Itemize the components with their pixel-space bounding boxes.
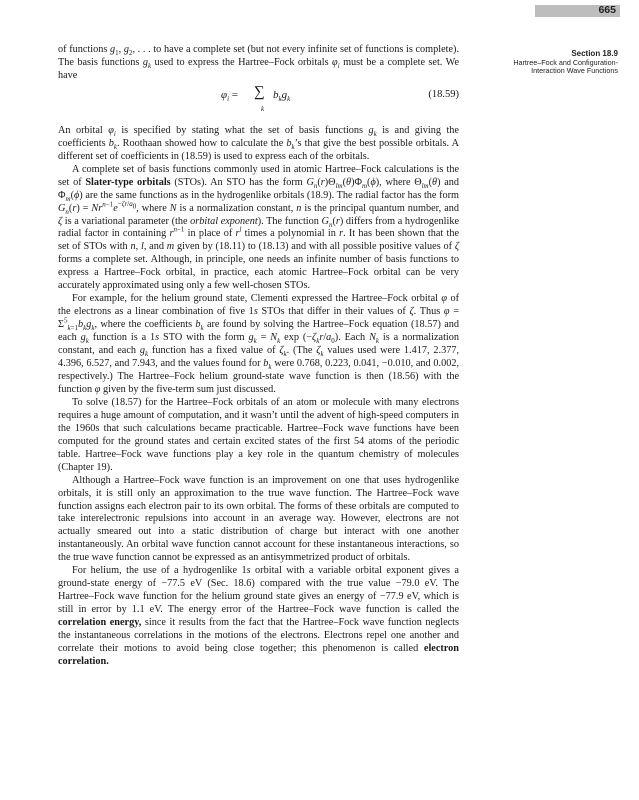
section-title-line2: Interaction Wave Functions xyxy=(531,66,618,76)
page-number: 665 xyxy=(598,4,616,16)
paragraph: A complete set of basis functions commonly used in atomic Hartree–Fock calculations is the set of Slater-type orbitals (STOs). An STO has the form $G_n(r)\Theta_{lm}(\theta)\Phi_m(\phi)$, where $\Theta_{lm}(\theta)$ and $\Phi_m(\phi)$ are the same functions as in the hydrogenlike orbitals (18.9). The radial factor has the form $G_n(r) = Nr^{n-1}e^{-\zeta r/a_0}$, where N is a normalization constant, n is the principal quantum number, and ζ is a variational parameter (the orbital exponent). The function $G_n(r)$ differs from a hydrogenlike radial factor in containing $r^{n-1}$ in place of $r^l$ times a polynomial in r. It has been shown that the set of STOs with n, l, and m given by (18.11) to (18.13) and with all possible positive values of ζ forms a complete set. Although, in principle, one needs an infinite number of basis functions to express a Hartree–Fock orbital, in practice, each atomic Hartree–Fock orbital can be very accurately approximated using only a few well-chosen STOs. xyxy=(58,163,459,292)
paragraph: Although a Hartree–Fock wave function is an improvement on one that uses hydrogenlike orbitals, it is still only an approximation to the true wave function. The Hartree–Fock wave function assigns each electron pair to its own orbital. The forms of these orbitals are computed to take interelectronic repulsions into account in an average way. However, electrons are not actually smeared out into a static distribution of charge but interact with one another instantaneously. An orbital wave function cannot account for these instantaneous interactions, so the true wave function cannot be expressed as an antisymmetrized product of orbitals. xyxy=(58,474,459,564)
paragraph: An orbital $\varphi_i$ is specified by stating what the set of basis functions $g_k$ is and giving the coefficients $b_k$. Roothaan showed how to calculate the $b_k’s$ that give the best possible orbitals. A different set of coefficients in (18.59) is used to express each of the orbitals. xyxy=(58,124,459,162)
section-label: Section 18.9 xyxy=(571,49,618,58)
paragraph: of functions $g_1$, $g_2$, . . . to have a complete set (but not every infinite set of functions is complete). The basis functions $g_k$ used to express the Hartree–Fock orbitals $\varphi_i$ must be a complete set. We have xyxy=(58,44,460,81)
equation-number: (18.59) xyxy=(428,88,459,100)
body-text xyxy=(58,44,459,669)
section-title-line1: Hartree–Fock and Configuration- xyxy=(513,57,618,67)
paragraph: To solve (18.57) for the Hartree–Fock orbitals of an atom or molecule with many electrons requires a huge amount of computation, and it wasn’t until the advent of high-speed computers in the 1960s that such calculations became practicable. Hartree–Fock wave functions have been computed for the ground states and certain excited states of the first 54 atoms of the periodic table. Hartree–Fock wave functions play a key role in the quantum chemistry of molecules (Chapter 19). xyxy=(58,396,459,473)
page-number-bar xyxy=(535,5,620,17)
running-header-sidebar xyxy=(488,50,618,76)
paragraph: For example, for the helium ground state, Clementi expressed the Hartree–Fock orbital φ of the electrons as a linear combination of five 1s STOs that differ in their values of ζ. Thus $\varphi = \Sigma^5_{k=1}b_kg_k$, where the coefficients $b_k$ are found by solving the Hartree–Fock equation (18.57) and each $g_k$ function is a 1s STO with the form $g_k = N_k$ $\exp (-\zeta_kr/a_0)$. Each $N_k$ is a normalization constant, and each $g_k$ function has a fixed value of $\zeta_k$. (The $\zeta_k$ values used were 1.417, 2.377, 4.396, 6.527, and 7.943, and the values found for $b_k$ were 0.768, 0.223, 0.041, −0.010, and 0.002, respectively.) The Hartree–Fock helium ground-state wave function is then (18.56) with the function φ given by the five-term sum just discussed. xyxy=(58,293,460,395)
paragraph: For helium, the use of a hydrogenlike 1s orbital with a variable orbital exponent gives a ground-state energy of −77.5 eV (Sec. 18.6) compared with the true value −79.0 eV. The Hartree–Fock wave function for the helium ground state gives an energy of −77.9 eV, which is still in error by 1.1 eV. The energy error of the Hartree–Fock wave function is called the correlation energy, since it results from the fact that the Hartree–Fock wave function neglects the instantaneous correlations in the motions of the electrons. Electrons repel one another and correlate their motions to avoid being close together; this phenomenon is called electron correlation. xyxy=(58,565,459,667)
equation-18-59: $\varphi_i$ = ∑ k $b_kg_k$ (18.59) xyxy=(221,83,459,113)
